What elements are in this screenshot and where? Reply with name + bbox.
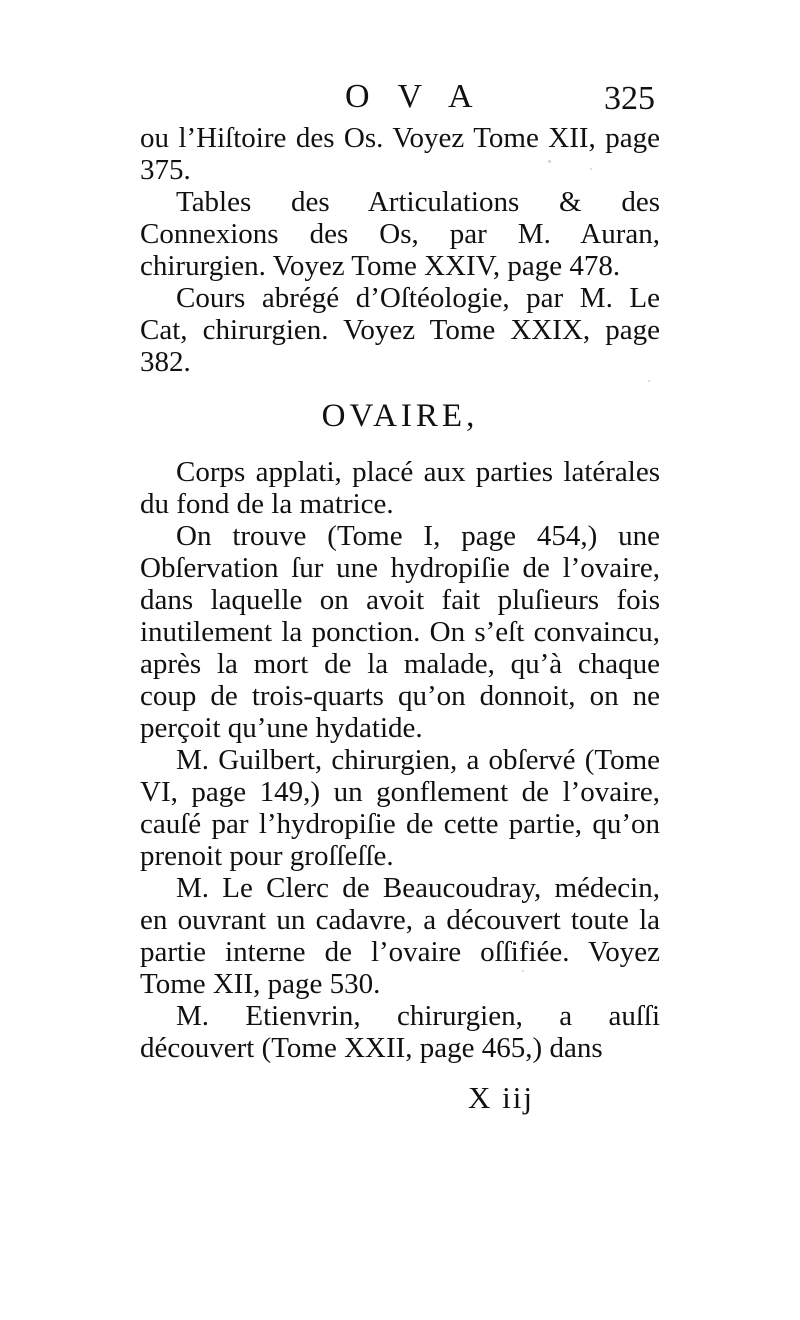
paper-speck [646, 468, 649, 471]
paragraph-guilbert: M. Guilbert, chirurgien, a obſervé (Tome VI, page 149,) un gonflement de l’ovaire, cauſé par l’hydropiſie de cette partie, qu’on prenoit pour groſſeſſe. [140, 744, 660, 872]
paragraph-cours-osteologie: Cours abrégé d’Oſtéologie, par M. Le Cat, chirurgien. Voyez Tome XXIX, page 382. [140, 282, 660, 378]
page-text [140, 122, 660, 1064]
running-head: O V A [345, 78, 483, 115]
paragraph-definition: Corps applati, placé aux parties latérales du fond de la matrice. [140, 456, 660, 520]
paragraph-observation: On trouve (Tome I, page 454,) une Obſervation ſur une hydropiſie de l’ovaire, dans laquelle on avoit fait pluſieurs fois inutilement la ponction. On s’eſt convaincu, après la mort de la malade, qu’à chaque coup de trois-quarts qu’on donnoit, on ne perçoit qu’une hydatide. [140, 520, 660, 744]
paper-speck [548, 160, 551, 163]
paragraph-tables-articulations: Tables des Articulations & des Connexions des Os, par M. Auran, chirurgien. Voyez Tome XXIV, page 478. [140, 186, 660, 282]
signature-mark: X iij [468, 1080, 534, 1115]
paper-speck [522, 970, 524, 972]
page-header [135, 78, 655, 124]
paragraph-le-clerc: M. Le Clerc de Beaucoudray, médecin, en ouvrant un cadavre, a découvert toute la partie interne de l’ovaire oſſifiée. Voyez Tome XII, page 530. [140, 872, 660, 1000]
paragraph-etienvrin: M. Etienvrin, chirurgien, a auſſi découvert (Tome XXII, page 465,) dans [140, 1000, 660, 1064]
paper-speck [590, 168, 592, 170]
paper-speck [648, 380, 650, 382]
paragraph-continuation: ou l’Hiſtoire des Os. Voyez Tome XII, page 375. [140, 122, 660, 186]
page-number: 325 [604, 80, 655, 117]
section-heading: OVAIRE, [321, 398, 479, 434]
